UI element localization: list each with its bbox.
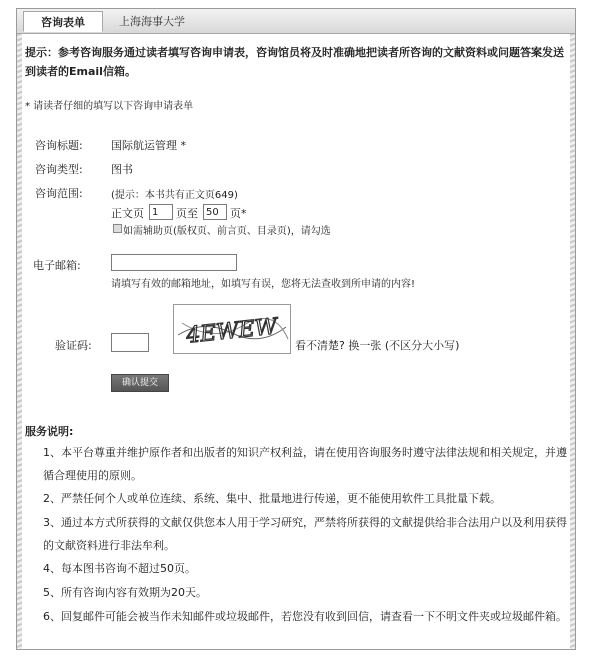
page-suffix: 页* — [230, 207, 247, 220]
page-from-input[interactable] — [149, 204, 173, 220]
intro-tip: 提示：参考咨询服务通过读者填写咨询申请表，咨询馆员将及时准确地把读者所咨询的文献资料或问题答案发送到读者的Email信箱。 — [25, 46, 564, 78]
tab-shanghai-maritime-university[interactable]: 上海海事大学 — [119, 15, 185, 28]
email-input[interactable] — [111, 254, 237, 271]
consult-form-window — [16, 8, 576, 650]
tab-consult-form[interactable]: 咨询表单 — [23, 11, 103, 32]
right-border-decoration — [570, 34, 575, 649]
service-rule-2: 2、严禁任何个人或单位连续、系统、集中、批量地进行传递，更不能使用软件工具批量下载。 — [43, 492, 501, 505]
captcha-svg — [174, 305, 290, 353]
page-to-label: 页至 — [176, 207, 198, 220]
captcha-label: 验证码: — [55, 339, 92, 352]
captcha-image[interactable] — [173, 304, 291, 354]
aux-pages-label: 如需辅助页(版权页、前言页、目录页)，请勾选 — [123, 226, 331, 237]
service-rule-5: 5、所有咨询内容有效期为20天。 — [43, 586, 207, 599]
form-instruction: * 请读者仔细的填写以下咨询申请表单 — [25, 101, 194, 112]
aux-pages-checkbox[interactable] — [113, 224, 122, 233]
service-rule-6: 6、回复邮件可能会被当作未知邮件或垃圾邮件，若您没有收到回信，请查看一下不明文件夹或垃圾邮件箱。 — [43, 610, 567, 623]
title-value: 国际航运管理 * — [111, 139, 186, 152]
captcha-input[interactable] — [111, 333, 149, 352]
service-rule-3: 3、通过本方式所获得的文献仅供您本人用于学习研究，严禁将所获得的文献提供给非合法用户以及利用获得的文献资料进行非法牟利。 — [43, 516, 567, 552]
submit-button[interactable]: 确认提交 — [111, 374, 169, 392]
type-value: 图书 — [111, 163, 133, 176]
range-label: 咨询范围: — [35, 187, 83, 200]
service-rule-4: 4、每本图书咨询不超过50页。 — [43, 562, 196, 575]
email-label: 电子邮箱: — [33, 259, 81, 272]
service-title: 服务说明: — [25, 425, 74, 438]
captcha-refresh-link[interactable]: 看不清楚? 换一张 (不区分大小写) — [295, 339, 460, 352]
captcha-text: 4EWEW — [185, 314, 279, 349]
range-hint: (提示：本书共有正文页649) — [111, 190, 238, 201]
page-prefix: 正文页 — [111, 207, 144, 220]
page-to-input[interactable] — [203, 204, 227, 220]
service-rule-1: 1、本平台尊重并维护原作者和出版者的知识产权利益，请在使用咨询服务时遵守法律法规和相关规定，并遵循合理使用的原则。 — [43, 446, 567, 482]
form-content — [25, 9, 567, 649]
title-label: 咨询标题: — [35, 139, 83, 152]
left-border-decoration — [17, 34, 22, 649]
type-label: 咨询类型: — [35, 163, 83, 176]
email-hint: 请填写有效的邮箱地址，如填写有误，您将无法查收到所申请的内容! — [111, 279, 416, 290]
